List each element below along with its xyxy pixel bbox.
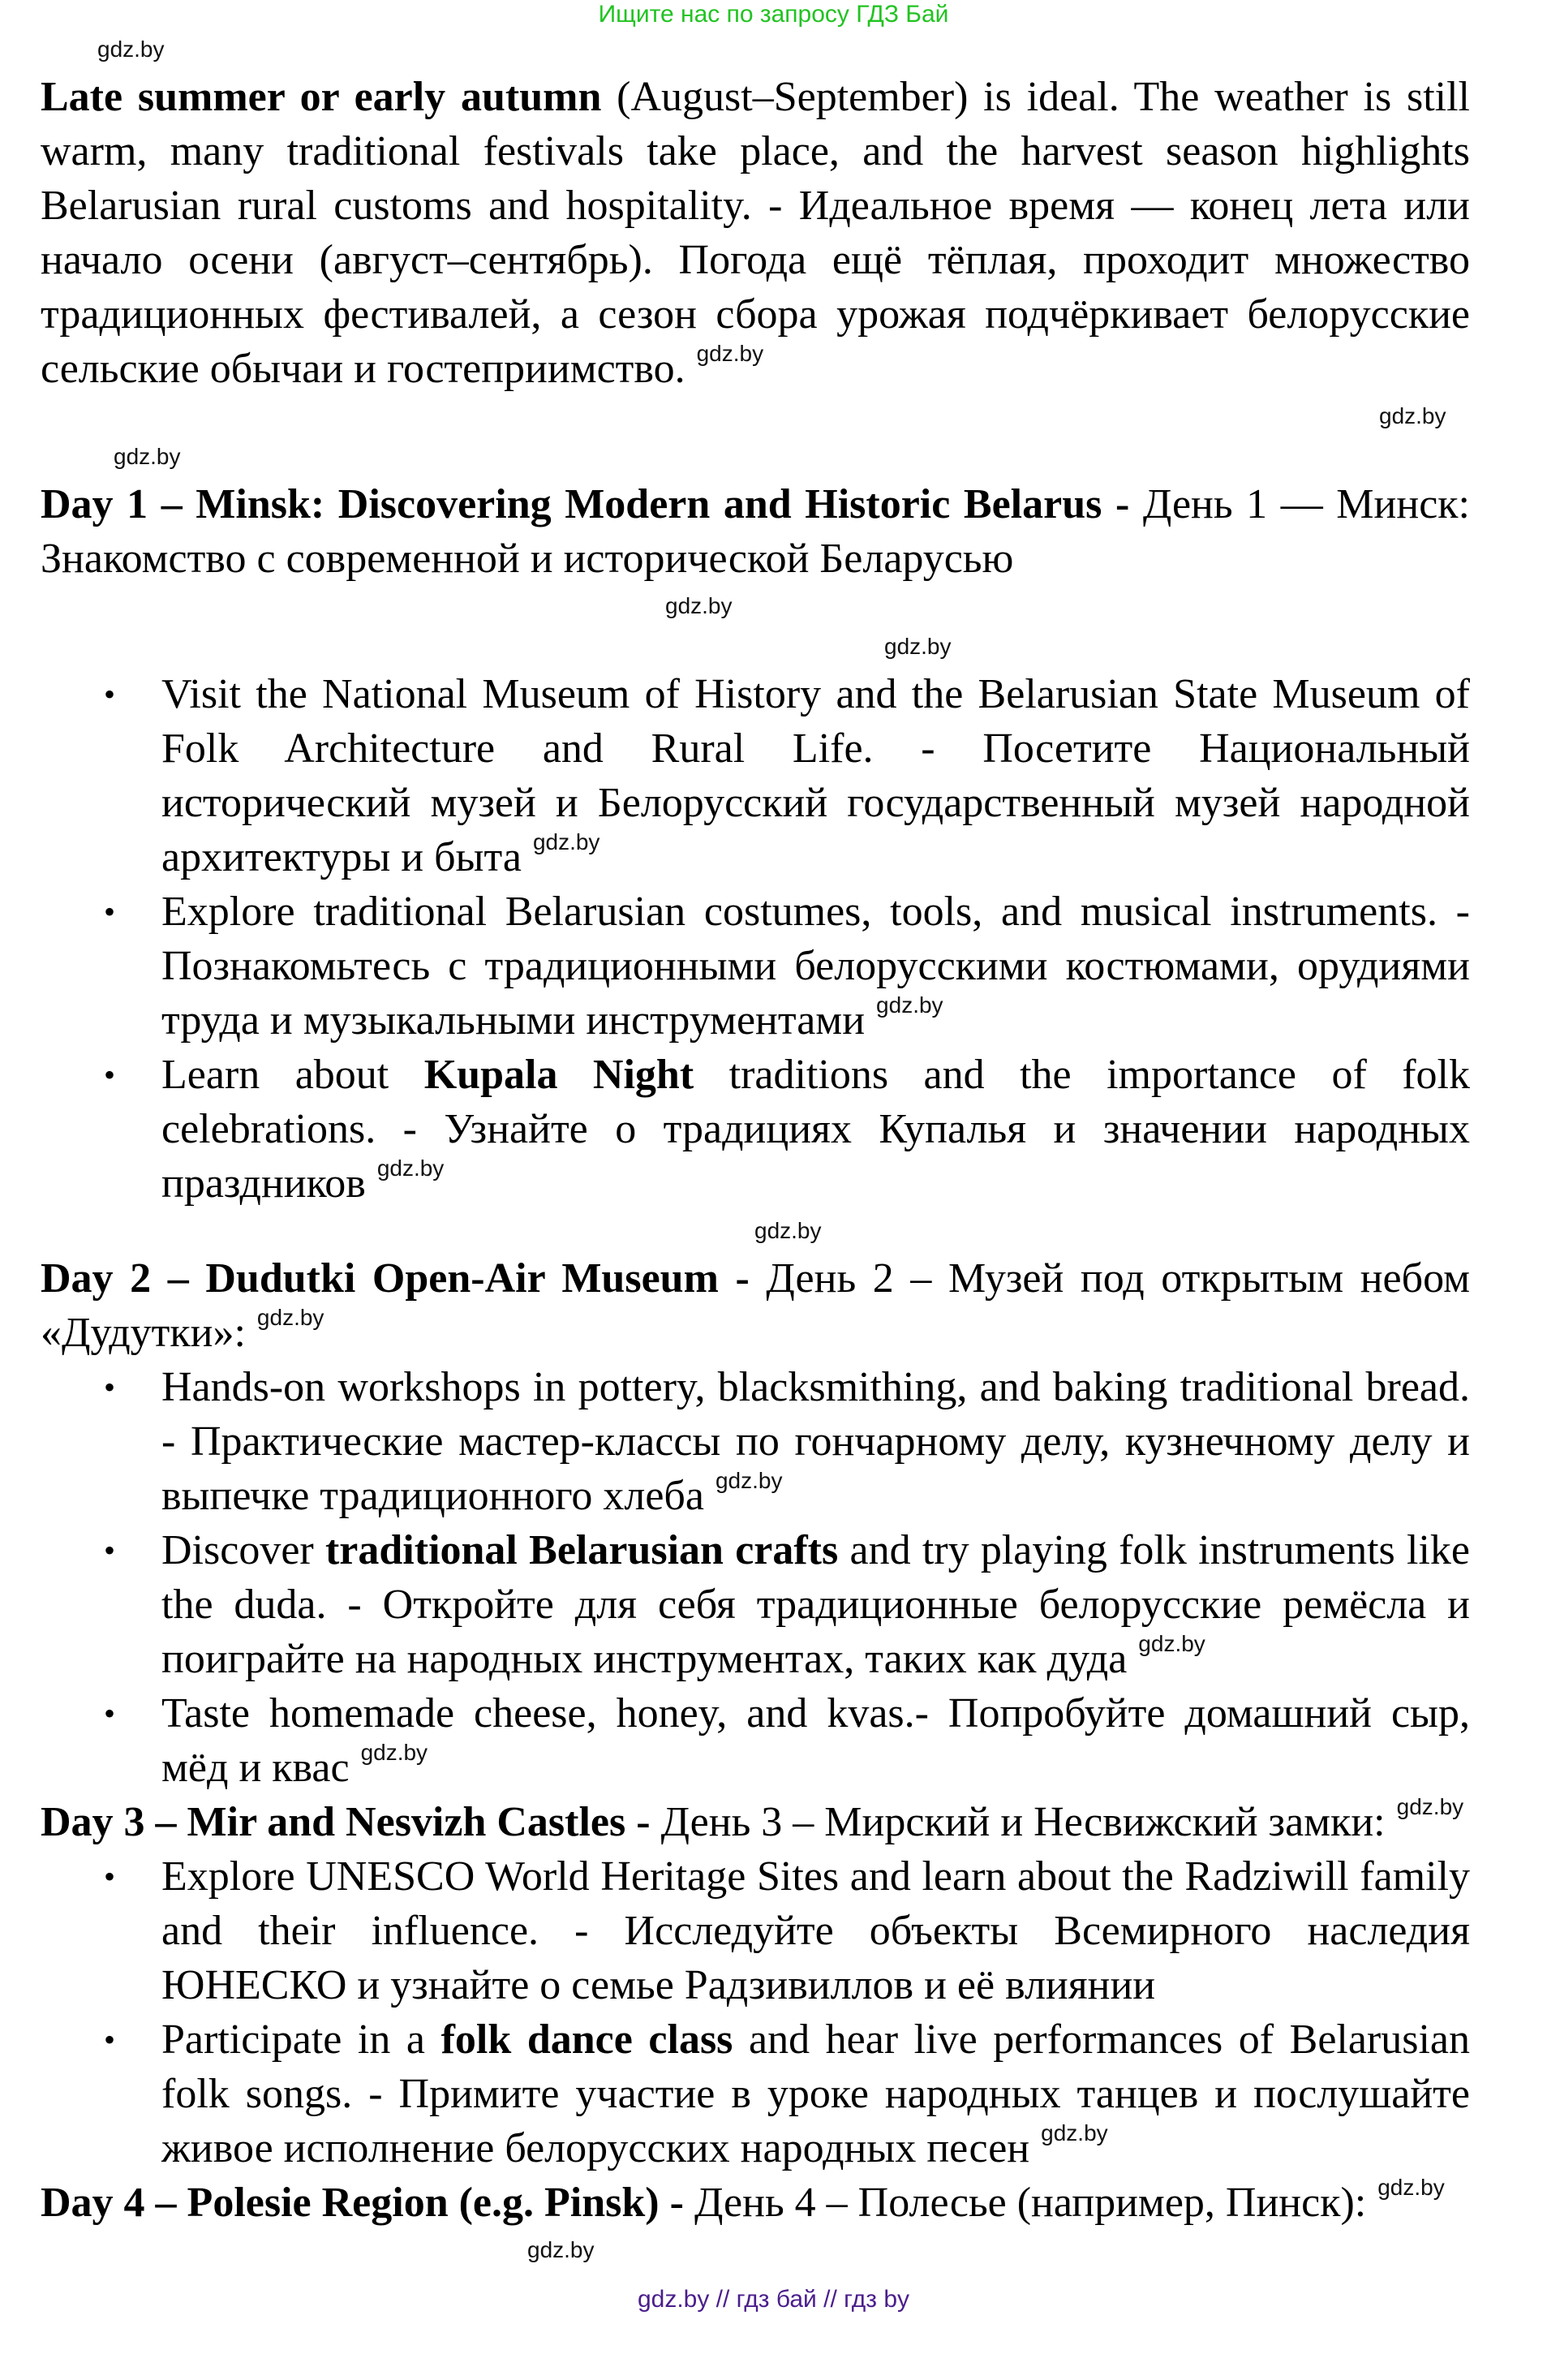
watermark: gdz.by xyxy=(256,1305,324,1330)
footer-links: gdz.by // гдз бай // гдз by xyxy=(637,2286,910,2313)
day-1-title: Day 1 – Minsk: Discovering Modern and Historic Belarus - xyxy=(41,481,1130,527)
day-4-title: Day 4 – Polesie Region (e.g. Pinsk) - xyxy=(41,2180,684,2226)
watermark: gdz.by xyxy=(1138,1631,1205,1656)
day-3-title-ru: День 3 – Мирский и Несвижский замки: xyxy=(650,1799,1386,1845)
item-text: Explore UNESCO World Heritage Sites and learn about the Radziwill family and their influence. - Исследуйте объекты Всемирного наследия ЮНЕСКО и узнайте о семье Радзивиллов и её влиянии xyxy=(161,1853,1470,2008)
intro-text: (August–September) is ideal. The weather is still warm, many traditional festivals take place, and the harvest season highlights Belarusian rural customs and hospitality. - Идеальное время — конец лета или начало осени (август–сентябрь). Погода ещё тёплая, проходит множество традиционных фестивалей, а сезон сбора урожая подчёркивает белорусские сельские обычаи и гостеприимство. xyxy=(41,74,1471,392)
item-bold: Kupala Night xyxy=(423,1052,694,1098)
item-text: traditions and the importance of folk celebrations. - Узнайте о традициях Купалья и значении народных праздников xyxy=(161,1052,1470,1207)
watermark: gdz.by xyxy=(114,444,181,469)
intro-paragraph xyxy=(41,70,1470,396)
item-text: Hands-on workshops in pottery, blacksmithing, and baking traditional bread. - Практические мастер-классы по гончарному делу, кузнечному делу и выпечке традиционного хлеба xyxy=(161,1364,1470,1519)
item-text: and hear live performances of Belarusian folk songs. - Примите участие в уроке народных танцев и послушайте живое исполнение белорусских народных песен xyxy=(161,2016,1471,2171)
day-1-heading xyxy=(41,477,1470,586)
item-text: Visit the National Museum of History and the Belarusian State Museum of Folk Architecture and Rural Life. - Посетите Национальный исторический музей и Белорусский государственный музей народной архитектуры и быта xyxy=(161,671,1470,880)
day-2-heading xyxy=(41,1251,1470,1360)
watermark: gdz.by xyxy=(876,992,943,1018)
watermark: gdz.by xyxy=(754,1218,822,1243)
watermark: gdz.by xyxy=(1379,403,1446,428)
item-text: and try playing folk instruments like the duda. - Откройте для себя традиционные белорусские ремёсла и поиграйте на народных инструментах, таких как дуда xyxy=(161,1527,1471,1682)
document-body xyxy=(41,29,1470,2270)
list-item xyxy=(41,1523,1470,1686)
watermark: gdz.by xyxy=(1396,1794,1464,1819)
list-item xyxy=(41,667,1470,884)
item-text: Discover xyxy=(161,1527,325,1573)
watermark: gdz.by xyxy=(532,829,600,854)
list-item xyxy=(41,1849,1470,2012)
watermark: gdz.by xyxy=(527,2237,595,2262)
watermark: gdz.by xyxy=(715,1468,783,1493)
day-4-title-ru: День 4 – Полесье (например, Пинск): xyxy=(683,2180,1367,2226)
day-2-title: Day 2 – Dudutki Open-Air Museum - xyxy=(41,1255,750,1302)
search-banner: Ищите нас по запросу ГДЗ Бай xyxy=(598,1,949,28)
item-bold: folk dance class xyxy=(440,2016,733,2063)
day-4-heading xyxy=(41,2176,1470,2230)
item-bold: traditional Belarusian crafts xyxy=(324,1527,839,1573)
day-2-list xyxy=(41,1360,1470,1795)
watermark: gdz.by xyxy=(360,1740,428,1765)
intro-bold: Late summer or early autumn xyxy=(41,74,602,120)
day-3-title: Day 3 – Mir and Nesvizh Castles - xyxy=(41,1799,651,1845)
watermark: gdz.by xyxy=(376,1156,445,1181)
day-3-heading xyxy=(41,1795,1470,1849)
watermark: gdz.by xyxy=(1041,2120,1108,2145)
day-2-title-ru: День 2 – Музей под открытым небом «Дудутки»: xyxy=(41,1255,1470,1356)
list-item xyxy=(41,884,1470,1048)
watermark: gdz.by xyxy=(1377,2175,1445,2200)
watermark: gdz.by xyxy=(696,341,764,366)
watermark: gdz.by xyxy=(665,593,733,618)
list-item xyxy=(41,1048,1470,1211)
day-3-list xyxy=(41,1849,1470,2176)
item-text: Participate in a xyxy=(161,2016,441,2063)
item-text: Taste homemade cheese, honey, and kvas.- Попробуйте домашний сыр, мёд и квас xyxy=(161,1690,1470,1791)
item-text: Learn about xyxy=(161,1052,424,1098)
list-item xyxy=(41,1686,1470,1795)
item-text: Explore traditional Belarusian costumes, tools, and musical instruments. - Познакомьтесь с традиционными белорусскими костюмами, орудиями труда и музыкальными инструментами xyxy=(161,889,1470,1044)
watermark: gdz.by xyxy=(884,634,952,659)
list-item xyxy=(41,1360,1470,1523)
day-1-title-ru: День 1 — Минск: Знакомство с современной и исторической Беларусью xyxy=(41,481,1470,582)
list-item xyxy=(41,2012,1470,2176)
watermark: gdz.by xyxy=(97,37,165,62)
day-1-list xyxy=(41,667,1470,1211)
